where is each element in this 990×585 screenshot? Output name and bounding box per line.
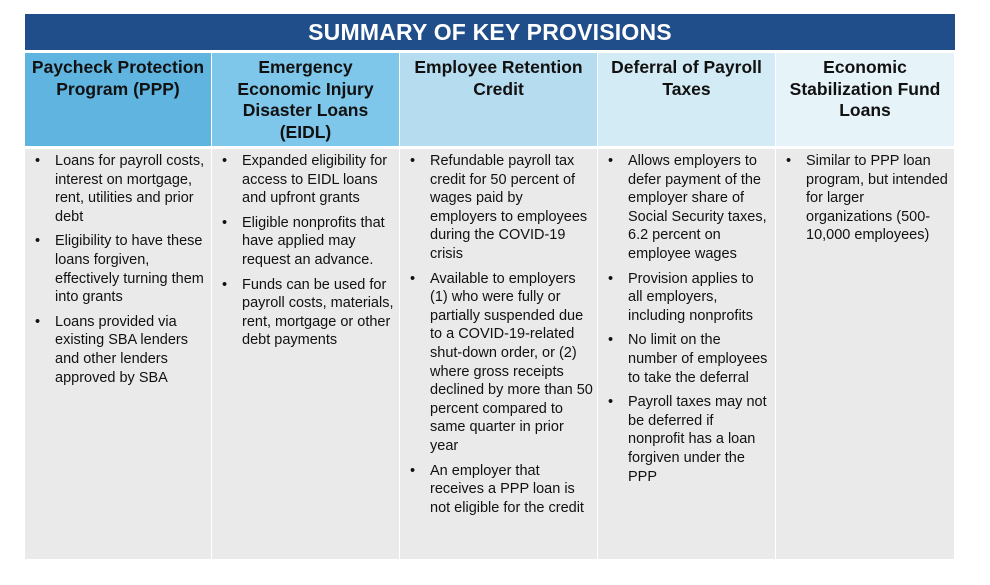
bullet-text: Payroll taxes may not be deferred if nonprofit has a loan forgiven under the PPP [628, 394, 767, 485]
bullet-text: Loans for payroll costs, interest on mortgage, rent, utilities and prior debt [55, 153, 205, 225]
bullet-item [406, 462, 593, 518]
bullet-list [31, 152, 207, 387]
bullet-item [31, 232, 207, 306]
bullet-icon: • [35, 313, 41, 330]
bullet-icon: • [410, 462, 416, 479]
table-title: SUMMARY OF KEY PROVISIONS [25, 14, 955, 50]
bullet-icon: • [222, 214, 228, 231]
bullet-text: No limit on the number of employees to take the deferral [628, 332, 768, 386]
bullet-item [604, 152, 771, 264]
column-header-ppp: Paycheck Protection Program (PPP) [25, 53, 212, 146]
bullet-text: Funds can be used for payroll costs, materials, rent, mortgage or other debt payments [242, 276, 394, 349]
bullet-text: Refundable payroll tax credit for 50 percent of wages paid by employers to employees during the COVID-19 crisis [430, 153, 588, 262]
bullet-icon: • [222, 153, 228, 169]
bullet-list [782, 152, 950, 245]
bullet-item [406, 270, 593, 456]
bullet-item [31, 152, 207, 226]
bullet-text: Similar to PPP loan program, but intended for larger organizations (500-10,000 employees) [806, 153, 948, 244]
bullet-item [782, 152, 950, 245]
bullet-item [406, 152, 593, 264]
column-body-ppp [25, 149, 212, 559]
table-grid [25, 53, 955, 559]
bullet-item [604, 331, 771, 387]
bullet-item [604, 270, 771, 326]
column-header-economic-stabilization-fund: Economic Stabilization Fund Loans [776, 53, 955, 146]
column-header-deferral-of-payroll-taxes: Deferral of Payroll Taxes [598, 53, 776, 146]
bullet-icon: • [222, 276, 228, 293]
bullet-icon: • [608, 394, 614, 411]
bullet-item [218, 214, 395, 270]
bullet-icon: • [608, 153, 614, 169]
bullet-text: Allows employers to defer payment of the employer share of Social Security taxes, 6.2 percent on employee wages [628, 153, 767, 262]
bullet-item [604, 393, 771, 486]
bullet-text: Eligible nonprofits that have applied may request an advance. [242, 214, 385, 268]
bullet-text: Loans provided via existing SBA lenders and other lenders approved by SBA [55, 313, 188, 386]
bullet-text: Available to employers (1) who were fully or partially suspended due to a COVID-19-related shut-down order, or (2) where gross receipts declined by more than 50 percent compared to same quarter in prior year [430, 270, 593, 454]
provisions-table [25, 14, 955, 559]
column-body-eidl [212, 149, 400, 559]
column-body-employee-retention-credit [400, 149, 598, 559]
bullet-icon: • [608, 270, 614, 287]
bullet-icon: • [35, 153, 41, 169]
bullet-icon: • [608, 332, 614, 349]
bullet-item [218, 276, 395, 350]
column-header-eidl: Emergency Economic Injury Disaster Loans (EIDL) [212, 53, 400, 146]
column-body-economic-stabilization-fund [776, 149, 955, 559]
bullet-text: Provision applies to all employers, including nonprofits [628, 270, 754, 324]
bullet-icon: • [786, 153, 792, 169]
bullet-icon: • [35, 233, 41, 250]
bullet-text: Expanded eligibility for access to EIDL loans and upfront grants [242, 153, 388, 207]
bullet-icon: • [410, 153, 416, 169]
bullet-icon: • [410, 270, 416, 287]
bullet-list [604, 152, 771, 486]
column-body-deferral-of-payroll-taxes [598, 149, 776, 559]
bullet-list [218, 152, 395, 350]
bullet-item [218, 152, 395, 208]
bullet-item [31, 313, 207, 387]
bullet-text: An employer that receives a PPP loan is not eligible for the credit [430, 462, 584, 516]
bullet-text: Eligibility to have these loans forgiven, effectively turning them into grants [55, 233, 204, 306]
column-header-employee-retention-credit: Employee Retention Credit [400, 53, 598, 146]
bullet-list [406, 152, 593, 517]
